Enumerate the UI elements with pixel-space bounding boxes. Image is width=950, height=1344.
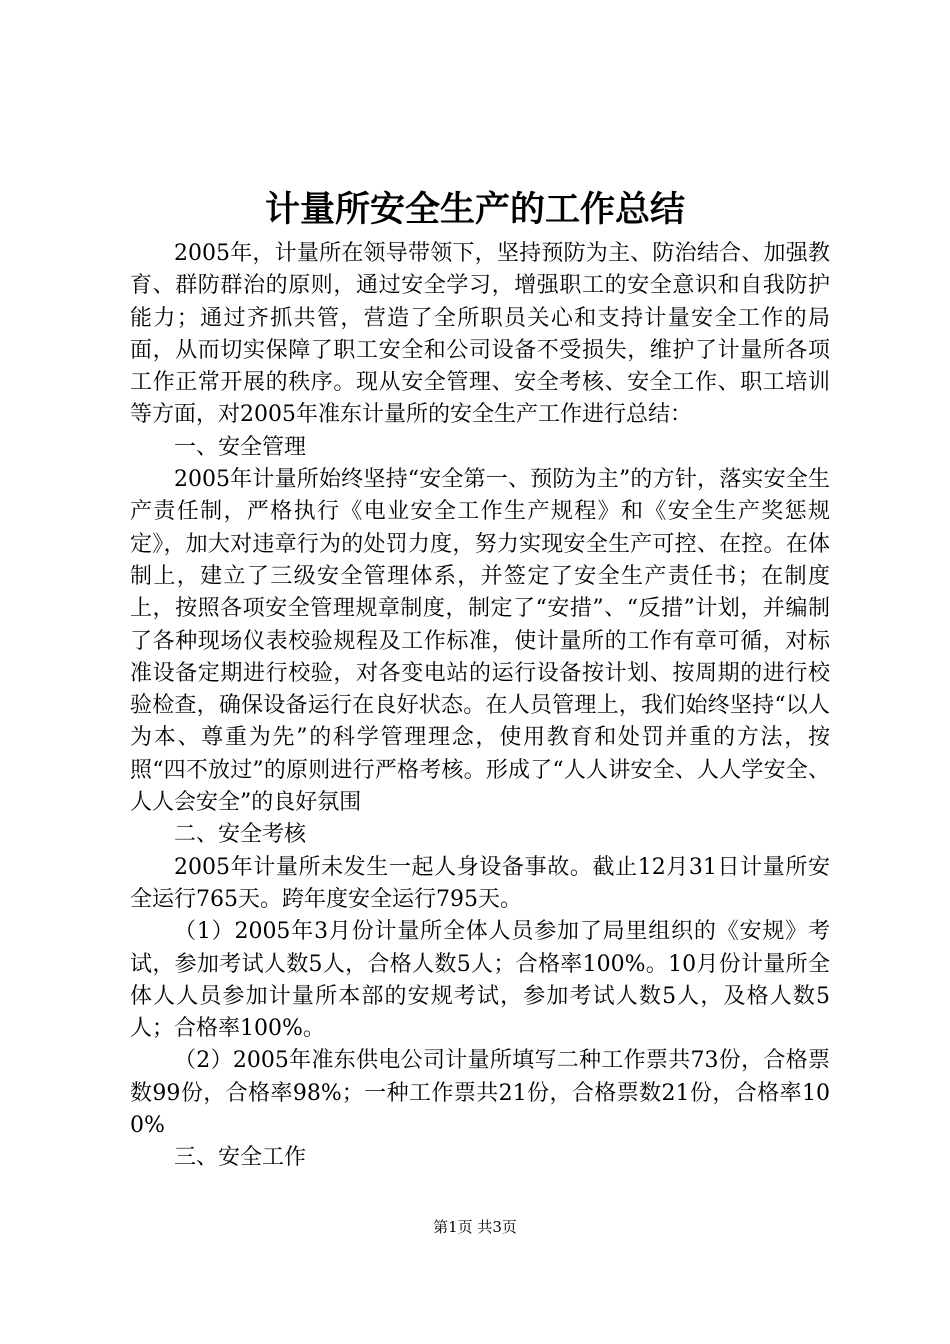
document-title: 计量所安全生产的工作总结 [264, 190, 685, 230]
section-heading-safety-management: 一、安全管理 [174, 434, 307, 460]
intro-paragraph: 2005年，计量所在领导带领下，坚持预防为主、防治结合、加强教育、群防群治的原则，通过安全学习，增强职工的安全意识和自我防护能力；通过齐抓共管，营造了全所职员关心和支持计量安全工作的局面，从而切实保障了职工安全和公司设备不受损失，维护了计量所各项工作正常开展的秩序。现从安全管理、安全考核、安全工作、职工培训等方面，对2005年准东计量所的安全生产工作进行总结： [130, 241, 830, 428]
work-ticket-paragraph: （2）2005年准东供电公司计量所填写二种工作票共73份，合格票数99份，合格率98%；一种工作票共21份，合格票数21份，合格率100% [130, 1048, 830, 1139]
page-footer: 第1页 共3页 [433, 1218, 517, 1236]
exam-results-paragraph: （1）2005年3月份计量所全体人员参加了局里组织的《安规》考试，参加考试人数5人，合格人数5人；合格率100%。10月份计量所全体人人员参加计量所本部的安规考试，参加考试人数5人，及格人数5人；合格率100%。 [130, 919, 830, 1042]
safety-assessment-paragraph: 2005年计量所未发生一起人身设备事故。截止12月31日计量所安全运行765天。跨年度安全运行795天。 [130, 854, 830, 912]
document-body [130, 238, 830, 1175]
safety-management-paragraph: 2005年计量所始终坚持“安全第一、预防为主”的方针，落实安全生产责任制，严格执行《电业安全工作生产规程》和《安全生产奖惩规定》，加大对违章行为的处罚力度，努力实现安全生产可控、在控。在体制上，建立了三级安全管理体系，并签定了安全生产责任书；在制度上，按照各项安全管理规章制度，制定了“安措”、“反措”计划，并编制了各种现场仪表校验规程及工作标准，使计量所的工作有章可循，对标准设备定期进行校验，对各变电站的运行设备按计划、按周期的进行校验检查，确保设备运行在良好状态。在人员管理上，我们始终坚持“以人为本、尊重为先”的科学管理理念，使用教育和处罚并重的方法，按照“四不放过”的原则进行严格考核。形成了“人人讲安全、人人学安全、人人会安全”的良好氛围 [130, 467, 830, 816]
section-heading-safety-assessment: 二、安全考核 [174, 822, 307, 848]
section-heading-safety-work: 三、安全工作 [174, 1145, 307, 1171]
